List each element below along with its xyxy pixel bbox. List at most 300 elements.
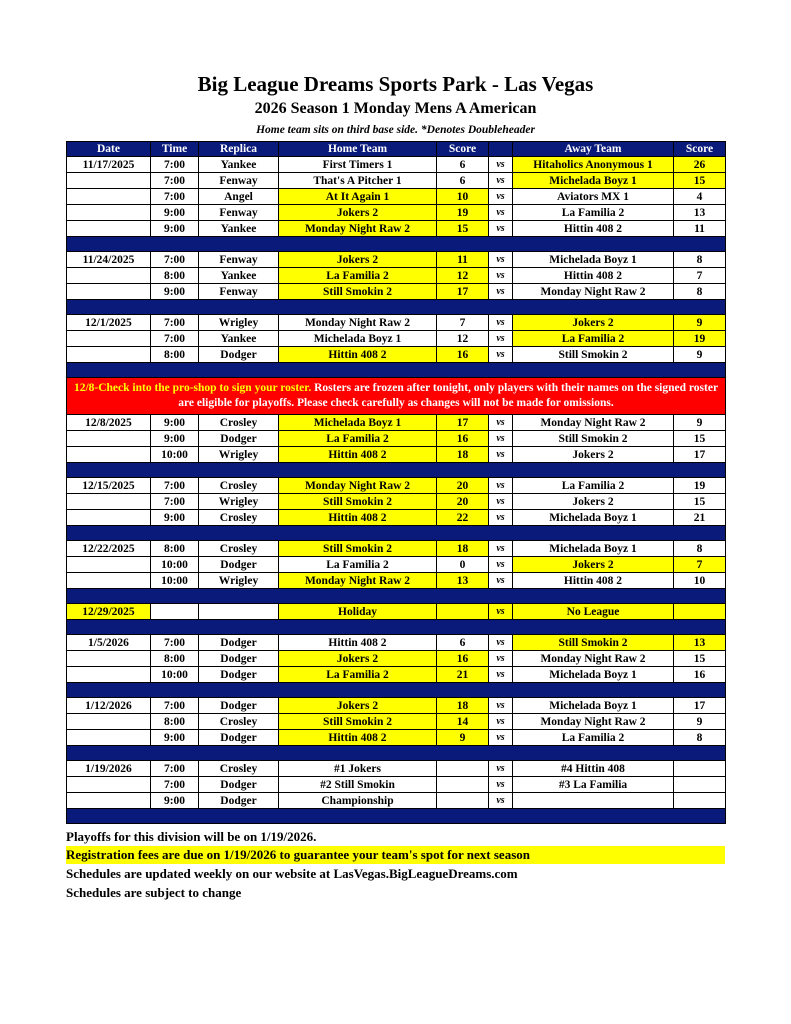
- vs-label: vs: [489, 651, 513, 667]
- game-time: 7:00: [151, 157, 199, 173]
- website-note: Schedules are updated weekly on our website at LasVegas.BigLeagueDreams.com: [66, 866, 518, 881]
- vs-label: vs: [489, 793, 513, 809]
- home-team: Still Smokin 2: [279, 714, 437, 730]
- vs-label: vs: [489, 761, 513, 777]
- home-team: Jokers 2: [279, 651, 437, 667]
- away-team: Michelada Boyz 1: [513, 173, 674, 189]
- game-time: 7:00: [151, 252, 199, 268]
- home-score: 15: [437, 221, 489, 237]
- schedule-body: [67, 157, 726, 824]
- game-row: [67, 573, 726, 589]
- game-row: [67, 221, 726, 237]
- vs-label: vs: [489, 331, 513, 347]
- away-score: 9: [674, 315, 726, 331]
- week-separator-bar: [67, 683, 726, 698]
- vs-label: vs: [489, 415, 513, 431]
- away-score: [674, 793, 726, 809]
- home-score: 12: [437, 268, 489, 284]
- game-row: [67, 714, 726, 730]
- game-date: [67, 667, 151, 683]
- away-score: 15: [674, 173, 726, 189]
- game-replica: Wrigley: [199, 315, 279, 331]
- vs-label: vs: [489, 541, 513, 557]
- game-time: 9:00: [151, 793, 199, 809]
- game-row: [67, 189, 726, 205]
- header-replica: Replica: [199, 142, 279, 157]
- game-date: 1/12/2026: [67, 698, 151, 714]
- game-date: 11/24/2025: [67, 252, 151, 268]
- game-row: [67, 431, 726, 447]
- game-replica: Crosley: [199, 478, 279, 494]
- vs-label: vs: [489, 284, 513, 300]
- game-date: [67, 651, 151, 667]
- roster-notice: [67, 378, 726, 415]
- home-score: 17: [437, 284, 489, 300]
- vs-label: vs: [489, 205, 513, 221]
- away-team: Still Smokin 2: [513, 347, 674, 363]
- home-team: Monday Night Raw 2: [279, 315, 437, 331]
- away-score: 7: [674, 557, 726, 573]
- away-team: [513, 793, 674, 809]
- vs-label: vs: [489, 157, 513, 173]
- week-separator: [67, 683, 726, 698]
- away-score: 13: [674, 205, 726, 221]
- game-replica: Dodger: [199, 431, 279, 447]
- game-date: [67, 331, 151, 347]
- away-score: 21: [674, 510, 726, 526]
- game-replica: Yankee: [199, 221, 279, 237]
- home-score: 20: [437, 478, 489, 494]
- game-date: [67, 557, 151, 573]
- home-team: #2 Still Smokin: [279, 777, 437, 793]
- away-score: [674, 604, 726, 620]
- home-score: 6: [437, 635, 489, 651]
- home-score: [437, 761, 489, 777]
- header-home-team: Home Team: [279, 142, 437, 157]
- away-score: [674, 761, 726, 777]
- game-row: [67, 447, 726, 463]
- game-date: 12/22/2025: [67, 541, 151, 557]
- game-replica: Dodger: [199, 698, 279, 714]
- game-row: [67, 793, 726, 809]
- game-row: [67, 205, 726, 221]
- home-team: Holiday: [279, 604, 437, 620]
- game-row: [67, 510, 726, 526]
- header-away-team: Away Team: [513, 142, 674, 157]
- away-score: 17: [674, 447, 726, 463]
- game-date: [67, 347, 151, 363]
- home-score: 18: [437, 541, 489, 557]
- away-team: Jokers 2: [513, 447, 674, 463]
- away-team: La Familia 2: [513, 331, 674, 347]
- away-score: 8: [674, 730, 726, 746]
- away-score: 9: [674, 714, 726, 730]
- home-team: Michelada Boyz 1: [279, 415, 437, 431]
- home-team: Still Smokin 2: [279, 541, 437, 557]
- game-row: [67, 331, 726, 347]
- home-team: Still Smokin 2: [279, 494, 437, 510]
- home-team: #1 Jokers: [279, 761, 437, 777]
- vs-label: vs: [489, 557, 513, 573]
- vs-label: vs: [489, 478, 513, 494]
- home-team: Hittin 408 2: [279, 347, 437, 363]
- game-time: 7:00: [151, 761, 199, 777]
- game-time: 8:00: [151, 714, 199, 730]
- vs-label: vs: [489, 730, 513, 746]
- game-replica: Dodger: [199, 557, 279, 573]
- game-time: 7:00: [151, 698, 199, 714]
- vs-label: vs: [489, 714, 513, 730]
- game-date: [67, 510, 151, 526]
- game-replica: Fenway: [199, 252, 279, 268]
- home-score: 14: [437, 714, 489, 730]
- game-time: 8:00: [151, 541, 199, 557]
- game-date: 11/17/2025: [67, 157, 151, 173]
- home-team: At It Again 1: [279, 189, 437, 205]
- game-time: [151, 604, 199, 620]
- game-date: 12/8/2025: [67, 415, 151, 431]
- page-subtitle: 2026 Season 1 Monday Mens A American: [254, 100, 537, 117]
- game-date: [67, 431, 151, 447]
- game-date: [67, 189, 151, 205]
- home-score: 6: [437, 173, 489, 189]
- game-replica: Fenway: [199, 284, 279, 300]
- game-replica: Dodger: [199, 793, 279, 809]
- week-separator: [67, 526, 726, 541]
- game-date: [67, 205, 151, 221]
- game-row: [67, 268, 726, 284]
- vs-label: vs: [489, 604, 513, 620]
- game-row: [67, 777, 726, 793]
- home-score: 20: [437, 494, 489, 510]
- game-row: [67, 541, 726, 557]
- away-score: 9: [674, 415, 726, 431]
- away-score: [674, 777, 726, 793]
- away-team: Still Smokin 2: [513, 431, 674, 447]
- away-team: Still Smokin 2: [513, 635, 674, 651]
- game-time: 9:00: [151, 510, 199, 526]
- away-team: Monday Night Raw 2: [513, 651, 674, 667]
- game-date: [67, 447, 151, 463]
- away-score: 8: [674, 541, 726, 557]
- roster-notice-lead: 12/8-Check into the pro-shop to sign your roster.: [73, 382, 312, 394]
- away-team: Monday Night Raw 2: [513, 714, 674, 730]
- away-team: Hitaholics Anonymous 1: [513, 157, 674, 173]
- game-date: 1/19/2026: [67, 761, 151, 777]
- vs-label: vs: [489, 635, 513, 651]
- vs-label: vs: [489, 268, 513, 284]
- game-time: 10:00: [151, 573, 199, 589]
- game-date: [67, 221, 151, 237]
- home-score: [437, 793, 489, 809]
- subject-to-change-note: Schedules are subject to change: [66, 885, 242, 900]
- page-title: Big League Dreams Sports Park - Las Vegas: [197, 72, 594, 96]
- away-team: Hittin 408 2: [513, 573, 674, 589]
- game-date: [67, 173, 151, 189]
- game-row: [67, 730, 726, 746]
- game-date: 12/1/2025: [67, 315, 151, 331]
- schedule-note: Home team sits on third base side. *Denotes Doubleheader: [256, 124, 535, 136]
- home-score: 22: [437, 510, 489, 526]
- home-score: 0: [437, 557, 489, 573]
- week-separator: [67, 237, 726, 252]
- away-score: 15: [674, 494, 726, 510]
- home-score: 16: [437, 651, 489, 667]
- away-score: 13: [674, 635, 726, 651]
- vs-label: vs: [489, 173, 513, 189]
- header-home-score: Score: [437, 142, 489, 157]
- vs-label: vs: [489, 221, 513, 237]
- game-replica: Dodger: [199, 651, 279, 667]
- home-score: 17: [437, 415, 489, 431]
- vs-label: vs: [489, 447, 513, 463]
- game-replica: Wrigley: [199, 573, 279, 589]
- game-time: 8:00: [151, 347, 199, 363]
- away-score: 11: [674, 221, 726, 237]
- game-time: 7:00: [151, 494, 199, 510]
- game-time: 9:00: [151, 205, 199, 221]
- home-team: Jokers 2: [279, 252, 437, 268]
- vs-label: vs: [489, 698, 513, 714]
- game-row: [67, 667, 726, 683]
- week-separator-bar: [67, 746, 726, 761]
- game-time: 7:00: [151, 635, 199, 651]
- away-score: 8: [674, 252, 726, 268]
- home-team: La Familia 2: [279, 557, 437, 573]
- game-time: 9:00: [151, 221, 199, 237]
- away-team: Jokers 2: [513, 315, 674, 331]
- away-team: Michelada Boyz 1: [513, 667, 674, 683]
- week-separator-bar: [67, 620, 726, 635]
- game-replica: Crosley: [199, 510, 279, 526]
- vs-label: vs: [489, 777, 513, 793]
- away-score: 19: [674, 478, 726, 494]
- away-score: 19: [674, 331, 726, 347]
- away-score: 7: [674, 268, 726, 284]
- home-score: 6: [437, 157, 489, 173]
- home-team: Monday Night Raw 2: [279, 478, 437, 494]
- game-replica: Dodger: [199, 347, 279, 363]
- home-team: Jokers 2: [279, 205, 437, 221]
- week-separator: [67, 463, 726, 478]
- game-row: [67, 635, 726, 651]
- vs-label: vs: [489, 494, 513, 510]
- week-separator-bar: [67, 589, 726, 604]
- away-team: #3 La Familia: [513, 777, 674, 793]
- vs-label: vs: [489, 573, 513, 589]
- vs-label: vs: [489, 510, 513, 526]
- away-score: 8: [674, 284, 726, 300]
- week-separator-bar: [67, 463, 726, 478]
- game-replica: Dodger: [199, 635, 279, 651]
- away-score: 26: [674, 157, 726, 173]
- week-separator-bar: [67, 809, 726, 824]
- week-separator: [67, 300, 726, 315]
- game-time: 7:00: [151, 777, 199, 793]
- home-score: 18: [437, 698, 489, 714]
- away-score: 4: [674, 189, 726, 205]
- week-separator: [67, 746, 726, 761]
- game-replica: Crosley: [199, 415, 279, 431]
- away-score: 9: [674, 347, 726, 363]
- game-row: [67, 252, 726, 268]
- home-team: Hittin 408 2: [279, 730, 437, 746]
- vs-label: vs: [489, 667, 513, 683]
- game-replica: Yankee: [199, 157, 279, 173]
- game-row: [67, 698, 726, 714]
- table-header-row: [67, 142, 726, 157]
- game-row: [67, 157, 726, 173]
- week-separator-bar: [67, 526, 726, 541]
- home-score: 16: [437, 431, 489, 447]
- game-date: 12/15/2025: [67, 478, 151, 494]
- header-away-score: Score: [674, 142, 726, 157]
- away-team: La Familia 2: [513, 730, 674, 746]
- game-replica: Angel: [199, 189, 279, 205]
- game-row: [67, 761, 726, 777]
- home-score: 10: [437, 189, 489, 205]
- home-score: [437, 604, 489, 620]
- away-score: 17: [674, 698, 726, 714]
- home-score: 21: [437, 667, 489, 683]
- game-time: 8:00: [151, 268, 199, 284]
- home-score: 12: [437, 331, 489, 347]
- away-team: La Familia 2: [513, 478, 674, 494]
- home-score: 13: [437, 573, 489, 589]
- game-date: 1/5/2026: [67, 635, 151, 651]
- week-separator-bar: [67, 363, 726, 378]
- game-time: 7:00: [151, 478, 199, 494]
- home-score: [437, 777, 489, 793]
- header-time: Time: [151, 142, 199, 157]
- away-team: Hittin 408 2: [513, 221, 674, 237]
- home-team: Still Smokin 2: [279, 284, 437, 300]
- game-row: [67, 494, 726, 510]
- home-team: Hittin 408 2: [279, 447, 437, 463]
- week-separator: [67, 589, 726, 604]
- game-row: [67, 604, 726, 620]
- week-separator: [67, 620, 726, 635]
- away-team: Monday Night Raw 2: [513, 415, 674, 431]
- game-replica: Fenway: [199, 173, 279, 189]
- week-separator: [67, 363, 726, 378]
- game-time: 8:00: [151, 651, 199, 667]
- home-score: 19: [437, 205, 489, 221]
- game-time: 9:00: [151, 415, 199, 431]
- game-replica: Dodger: [199, 667, 279, 683]
- header-date: Date: [67, 142, 151, 157]
- game-replica: [199, 604, 279, 620]
- game-row: [67, 415, 726, 431]
- home-team: La Familia 2: [279, 667, 437, 683]
- away-score: 16: [674, 667, 726, 683]
- home-score: 7: [437, 315, 489, 331]
- home-score: 11: [437, 252, 489, 268]
- away-score: 10: [674, 573, 726, 589]
- away-team: Michelada Boyz 1: [513, 698, 674, 714]
- vs-label: vs: [489, 252, 513, 268]
- home-score: 18: [437, 447, 489, 463]
- roster-notice-text: [67, 378, 726, 415]
- game-time: 7:00: [151, 331, 199, 347]
- game-date: [67, 268, 151, 284]
- vs-label: vs: [489, 347, 513, 363]
- game-row: [67, 347, 726, 363]
- home-team: La Familia 2: [279, 268, 437, 284]
- schedule-table: [66, 141, 726, 824]
- game-replica: Crosley: [199, 761, 279, 777]
- game-replica: Fenway: [199, 205, 279, 221]
- game-date: [67, 284, 151, 300]
- home-team: La Familia 2: [279, 431, 437, 447]
- game-date: [67, 793, 151, 809]
- game-time: 10:00: [151, 557, 199, 573]
- home-team: Michelada Boyz 1: [279, 331, 437, 347]
- home-team: Monday Night Raw 2: [279, 573, 437, 589]
- game-date: [67, 714, 151, 730]
- game-row: [67, 173, 726, 189]
- game-replica: Yankee: [199, 331, 279, 347]
- home-team: Championship: [279, 793, 437, 809]
- away-team: Jokers 2: [513, 557, 674, 573]
- game-time: 7:00: [151, 189, 199, 205]
- game-time: 9:00: [151, 431, 199, 447]
- away-team: Monday Night Raw 2: [513, 284, 674, 300]
- game-replica: Dodger: [199, 730, 279, 746]
- vs-label: vs: [489, 431, 513, 447]
- away-team: Hittin 408 2: [513, 268, 674, 284]
- game-time: 10:00: [151, 667, 199, 683]
- away-team: La Familia 2: [513, 205, 674, 221]
- week-separator-bar: [67, 237, 726, 252]
- game-row: [67, 478, 726, 494]
- vs-label: vs: [489, 315, 513, 331]
- game-row: [67, 315, 726, 331]
- game-date: [67, 494, 151, 510]
- game-date: [67, 573, 151, 589]
- away-team: Michelada Boyz 1: [513, 252, 674, 268]
- game-row: [67, 557, 726, 573]
- away-score: 15: [674, 651, 726, 667]
- game-time: 7:00: [151, 315, 199, 331]
- game-time: 9:00: [151, 730, 199, 746]
- game-time: 10:00: [151, 447, 199, 463]
- game-replica: Crosley: [199, 541, 279, 557]
- header-vs: [489, 142, 513, 157]
- home-score: 9: [437, 730, 489, 746]
- game-date: 12/29/2025: [67, 604, 151, 620]
- roster-notice-body: Rosters are frozen after tonight, only players with their names on the signed roster are eligible for playoffs. Please check carefully as changes will not be made for omissions.: [178, 382, 719, 409]
- away-team: Michelada Boyz 1: [513, 510, 674, 526]
- away-team: No League: [513, 604, 674, 620]
- game-date: [67, 730, 151, 746]
- home-team: Hittin 408 2: [279, 510, 437, 526]
- away-team: #4 Hittin 408: [513, 761, 674, 777]
- away-team: Jokers 2: [513, 494, 674, 510]
- game-time: 9:00: [151, 284, 199, 300]
- away-score: 15: [674, 431, 726, 447]
- game-replica: Yankee: [199, 268, 279, 284]
- home-team: Hittin 408 2: [279, 635, 437, 651]
- game-row: [67, 651, 726, 667]
- game-replica: Wrigley: [199, 494, 279, 510]
- home-team: Monday Night Raw 2: [279, 221, 437, 237]
- week-separator: [67, 809, 726, 824]
- away-team: Aviators MX 1: [513, 189, 674, 205]
- home-team: That's A Pitcher 1: [279, 173, 437, 189]
- game-row: [67, 284, 726, 300]
- game-time: 7:00: [151, 173, 199, 189]
